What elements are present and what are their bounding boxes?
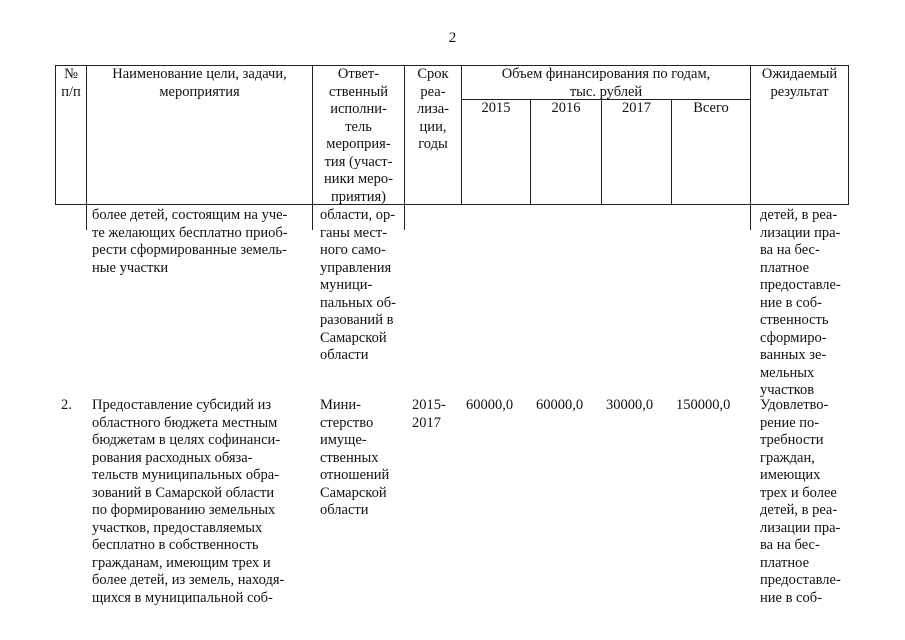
col-continue-name <box>312 205 313 230</box>
col-continue-responsible <box>404 205 405 230</box>
cell-responsible: Мини- стерство имуще- ственных отношений Самарской области <box>320 397 390 518</box>
header-num: № п/п <box>61 66 81 100</box>
cell-total: 150000,0 <box>676 397 731 413</box>
cell-num: 2. <box>61 397 72 413</box>
header-total: Всего <box>693 100 729 116</box>
header-term: Срок реа- лиза- ции, годы <box>417 66 449 152</box>
col-continue-num <box>86 205 87 230</box>
header-funding: Объем финансирования по годам, тыс. рублей <box>501 66 711 100</box>
header-name: Наименование цели, задачи, мероприятия <box>112 66 287 100</box>
cell-result: Удовлетво- рение по- требности граждан, имеющих трех и более детей, в реа- лизации пра- ва на бес- платное предоставле- ние в соб- <box>760 397 841 606</box>
header-year-2015: 2015 <box>481 100 511 116</box>
page-number: 2 <box>448 30 457 46</box>
header-year-2016: 2016 <box>551 100 581 116</box>
col-continue-total <box>750 205 751 230</box>
cell-name: Предоставление субсидий из областного бюджета местным бюджетам в целях софинанси- рования расходных обяза- тельств муниципальных обра- зований в Самарской области по формированию земельных участков, предоставляемых бесплатно в собственность гражданам, имеющим трех и более детей, из земель, находя- щихся в муниципальной соб- <box>92 397 285 606</box>
cell-name: более детей, состоящим на уче- те желающих бесплатно приоб- рести сформированные земель- ные участки <box>92 207 288 276</box>
header-bottom-border <box>55 204 849 205</box>
col-border-right <box>848 65 849 205</box>
cell-term: 2015- 2017 <box>412 397 446 431</box>
header-result: Ожидаемый результат <box>761 66 838 100</box>
cell-2016: 60000,0 <box>536 397 584 413</box>
cell-responsible: области, ор- ганы мест- ного само- управления муници- пальных об- разований в Самарской области <box>320 207 397 363</box>
cell-2015: 60000,0 <box>466 397 514 413</box>
header-responsible: Ответ- ственный исполни- тель мероприя- тия (участ- ники меро- приятия) <box>324 66 393 205</box>
header-year-2017: 2017 <box>622 100 651 116</box>
cell-2017: 30000,0 <box>606 397 654 413</box>
cell-result: детей, в реа- лизации пра- ва на бес- платное предоставле- ние в соб- ственность сформиро- ванных зе- мельных участков <box>760 207 841 398</box>
